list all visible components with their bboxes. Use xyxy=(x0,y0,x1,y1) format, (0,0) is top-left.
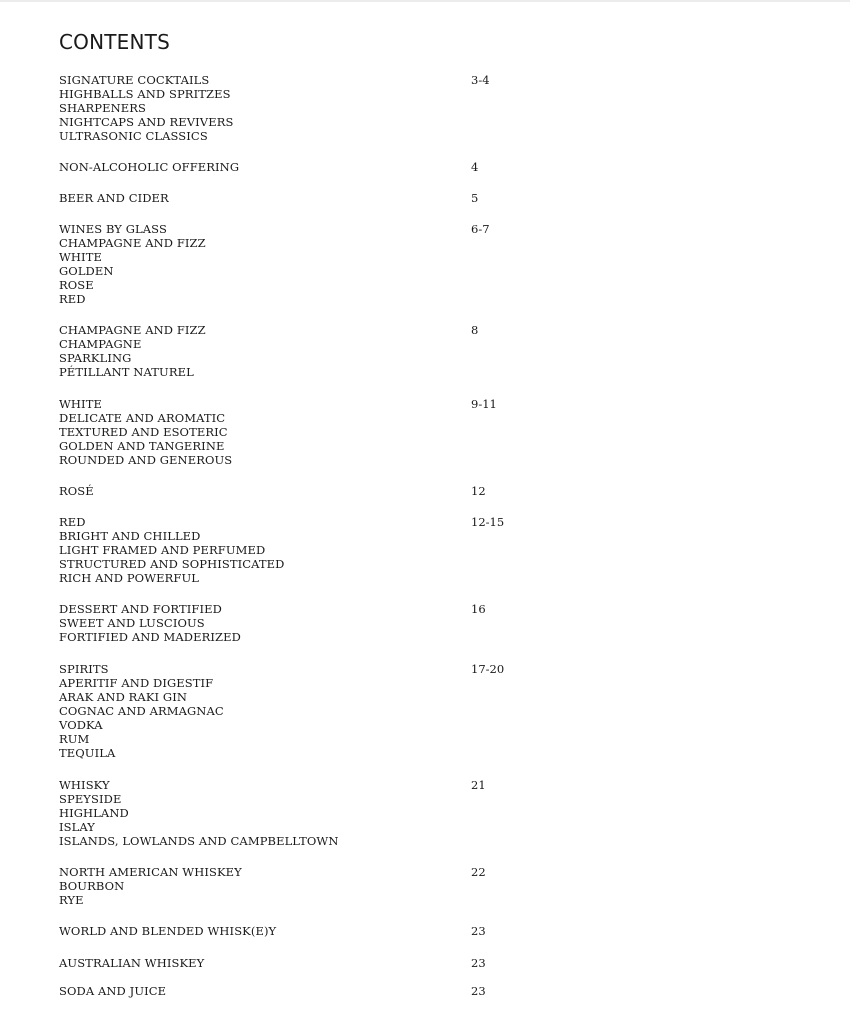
toc-entry-heading[interactable]: RED xyxy=(59,515,86,529)
toc-page-number: 6-7 xyxy=(471,222,490,236)
toc-subentry[interactable]: LIGHT FRAMED AND PERFUMED xyxy=(59,543,266,557)
toc-subentry[interactable]: ARAK AND RAKI GIN xyxy=(59,690,188,704)
toc-entry-heading[interactable]: WORLD AND BLENDED WHISK(E)Y xyxy=(59,924,277,938)
toc-entry-heading[interactable]: WHITE xyxy=(59,397,102,411)
toc-subentry[interactable]: SWEET AND LUSCIOUS xyxy=(59,616,205,630)
toc-entry-heading[interactable]: BEER AND CIDER xyxy=(59,191,169,205)
toc-subentry[interactable]: PÉTILLANT NATUREL xyxy=(59,365,194,379)
toc-subentry[interactable]: CHAMPAGNE AND FIZZ xyxy=(59,236,206,250)
toc-subentry[interactable]: ISLANDS, LOWLANDS AND CAMPBELLTOWN xyxy=(59,834,339,848)
toc-subentry[interactable]: ISLAY xyxy=(59,820,95,834)
toc-subentry[interactable]: RICH AND POWERFUL xyxy=(59,571,199,585)
toc-subentry[interactable]: FORTIFIED AND MADERIZED xyxy=(59,630,241,644)
toc-page-number: 22 xyxy=(471,865,486,879)
toc-page-number: 3-4 xyxy=(471,73,490,87)
toc-subentry[interactable]: ROUNDED AND GENEROUS xyxy=(59,453,233,467)
toc-subentry[interactable]: RYE xyxy=(59,893,84,907)
toc-subentry[interactable]: SHARPENERS xyxy=(59,101,146,115)
toc-entry-heading[interactable]: NON-ALCOHOLIC OFFERING xyxy=(59,160,240,174)
toc-subentry[interactable]: SPEYSIDE xyxy=(59,792,122,806)
toc-page-number: 5 xyxy=(471,191,479,205)
toc-page-number: 9-11 xyxy=(471,397,497,411)
toc-subentry[interactable]: TEQUILA xyxy=(59,746,116,760)
toc-subentry[interactable]: RUM xyxy=(59,732,90,746)
toc-subentry[interactable]: ROSE xyxy=(59,278,94,292)
toc-entry-heading[interactable]: AUSTRALIAN WHISKEY xyxy=(59,956,205,970)
toc-entry-heading[interactable]: SIGNATURE COCKTAILS xyxy=(59,73,210,87)
toc-subentry[interactable]: GOLDEN xyxy=(59,264,114,278)
toc-subentry[interactable]: TEXTURED AND ESOTERIC xyxy=(59,425,228,439)
toc-entry-heading[interactable]: WHISKY xyxy=(59,778,110,792)
toc-entry-heading[interactable]: ROSÉ xyxy=(59,484,94,498)
toc-subentry[interactable]: STRUCTURED AND SOPHISTICATED xyxy=(59,557,285,571)
toc-page-number: 8 xyxy=(471,323,479,337)
toc-entry-heading[interactable]: CHAMPAGNE AND FIZZ xyxy=(59,323,206,337)
toc-subentry[interactable]: NIGHTCAPS AND REVIVERS xyxy=(59,115,234,129)
toc-page-number: 23 xyxy=(471,956,486,970)
toc-page-number: 21 xyxy=(471,778,486,792)
toc-subentry[interactable]: SPARKLING xyxy=(59,351,132,365)
toc-page-number: 23 xyxy=(471,984,486,998)
toc-subentry[interactable]: COGNAC AND ARMAGNAC xyxy=(59,704,224,718)
toc-subentry[interactable]: DELICATE AND AROMATIC xyxy=(59,411,226,425)
page-title: CONTENTS xyxy=(59,30,170,54)
toc-subentry[interactable]: VODKA xyxy=(59,718,103,732)
toc-subentry[interactable]: CHAMPAGNE xyxy=(59,337,142,351)
toc-page-number: 12-15 xyxy=(471,515,505,529)
toc-page-number: 23 xyxy=(471,924,486,938)
toc-subentry[interactable]: BOURBON xyxy=(59,879,125,893)
toc-page-number: 12 xyxy=(471,484,486,498)
toc-subentry[interactable]: HIGHLAND xyxy=(59,806,129,820)
toc-subentry[interactable]: WHITE xyxy=(59,250,102,264)
toc-subentry[interactable]: APERITIF AND DIGESTIF xyxy=(59,676,214,690)
toc-subentry[interactable]: HIGHBALLS AND SPRITZES xyxy=(59,87,231,101)
toc-entry-heading[interactable]: SODA AND JUICE xyxy=(59,984,167,998)
toc-subentry[interactable]: GOLDEN AND TANGERINE xyxy=(59,439,225,453)
toc-subentry[interactable]: ULTRASONIC CLASSICS xyxy=(59,129,208,143)
toc-page-number: 4 xyxy=(471,160,479,174)
toc-entry-heading[interactable]: DESSERT AND FORTIFIED xyxy=(59,602,222,616)
toc-page-number: 16 xyxy=(471,602,486,616)
toc-entry-heading[interactable]: WINES BY GLASS xyxy=(59,222,167,236)
page-top-border xyxy=(0,0,850,2)
toc-entry-heading[interactable]: NORTH AMERICAN WHISKEY xyxy=(59,865,242,879)
toc-subentry[interactable]: BRIGHT AND CHILLED xyxy=(59,529,201,543)
toc-subentry[interactable]: RED xyxy=(59,292,86,306)
toc-entry-heading[interactable]: SPIRITS xyxy=(59,662,109,676)
toc-page-number: 17-20 xyxy=(471,662,505,676)
